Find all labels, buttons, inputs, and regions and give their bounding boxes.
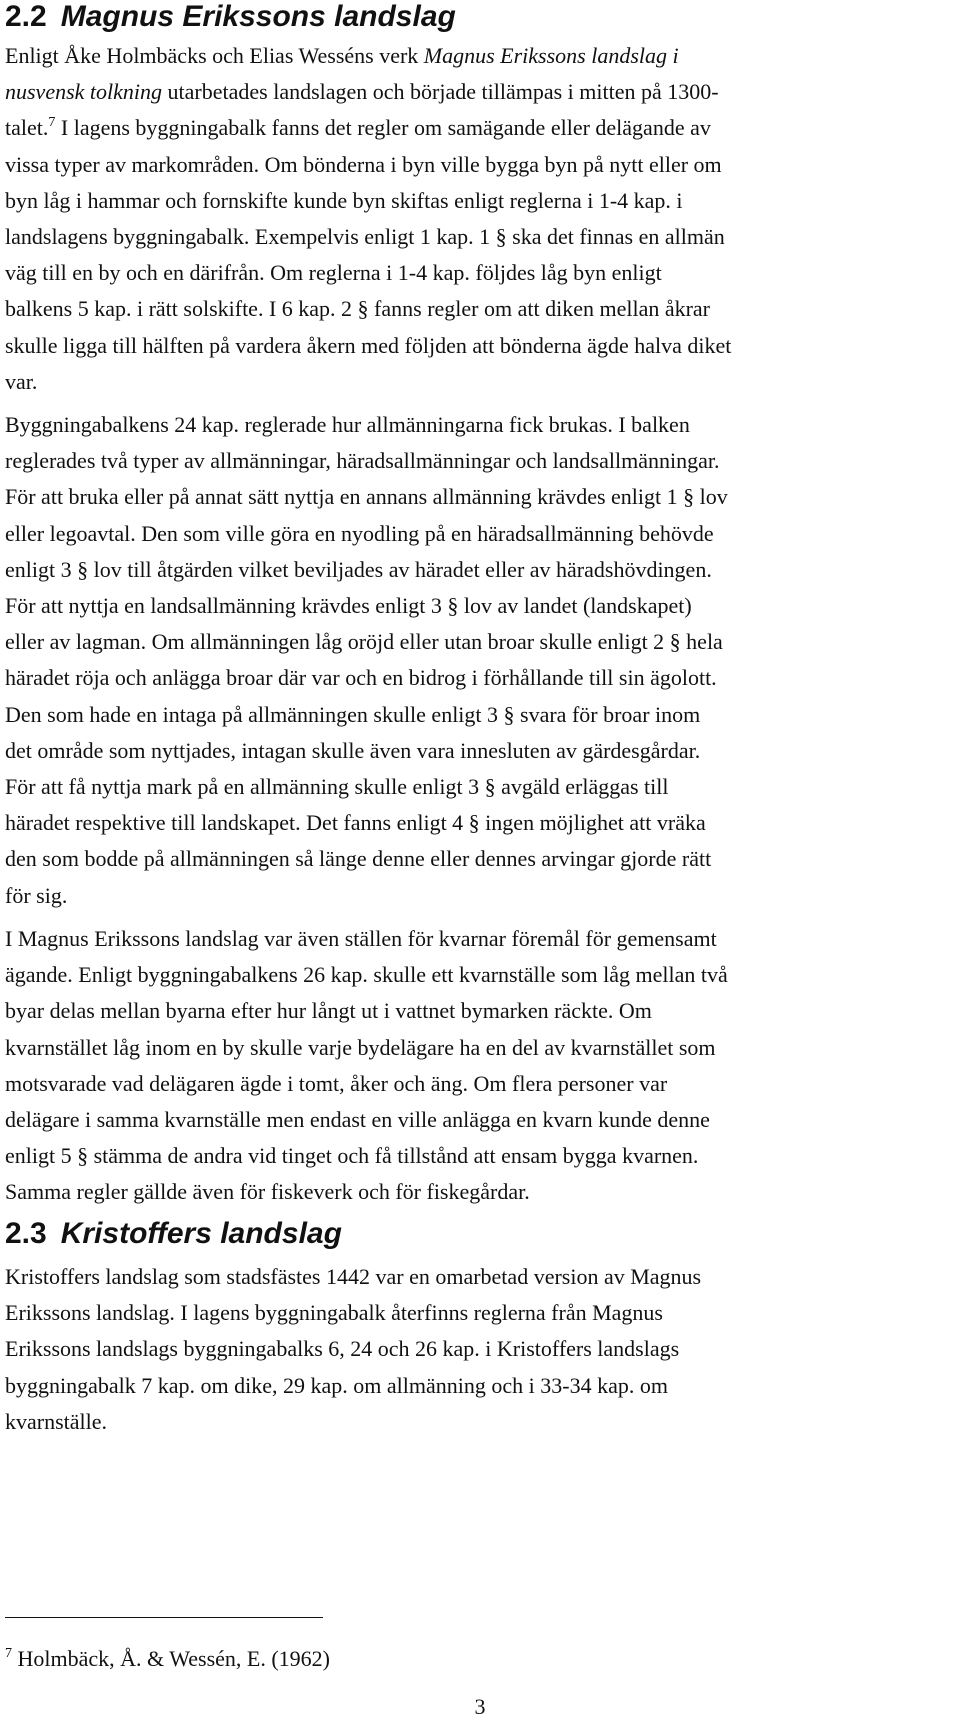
text-line xyxy=(5,74,955,110)
text-line: Den som hade en intaga på allmänningen skulle enligt 3 § svara för broar inom xyxy=(5,701,701,727)
text-line: balkens 5 kap. i rätt solskifte. I 6 kap. 2 § fanns regler om att diken mellan åkrar xyxy=(5,296,711,322)
text-line: eller av lagman. Om allmänningen låg oröjd eller utan broar skulle enligt 2 § hela xyxy=(5,629,723,655)
text-line xyxy=(5,110,955,146)
section-heading-2-2 xyxy=(5,0,456,34)
book-title-italic: nusvensk tolkning xyxy=(5,79,163,105)
section-title: Kristoffers landslag xyxy=(60,1217,342,1250)
text-run: I lagens byggningabalk fanns det regler om samägande eller delägande av xyxy=(55,115,711,141)
text-run: Enligt Åke Holmbäcks och Elias Wesséns verk xyxy=(5,43,424,68)
footnote-divider xyxy=(5,1617,323,1618)
paragraph-allmanningar xyxy=(5,407,955,914)
page-number: 3 xyxy=(474,1694,486,1719)
text-line: kvarnstället låg inom en by skulle varje bydelägare ha en del av kvarnstället som xyxy=(5,1034,716,1060)
text-line: motsvarade vad delägaren ägde i tomt, åker och äng. Om flera personer var xyxy=(5,1070,668,1096)
book-title-italic: Magnus Erikssons landslag i xyxy=(423,43,679,68)
footnote-text: Holmbäck, Å. & Wessén, E. (1962) xyxy=(12,1646,330,1671)
text-line: enligt 5 § stämma de andra vid tinget och få tillstånd att ensam bygga kvarnen. xyxy=(5,1143,699,1169)
text-line: häradet röja och anlägga broar där var och en bidrog i förhållande till sin ägolott. xyxy=(5,665,717,691)
text-line: byar delas mellan byarna efter hur långt ut i vattnet bymarken räckte. Om xyxy=(5,998,652,1024)
paragraph-kristoffers xyxy=(5,1259,955,1440)
text-line: Erikssons landslags byggningabalks 6, 24 och 26 kap. i Kristoffers landslags xyxy=(5,1336,680,1362)
text-line: För att nyttja en landsallmänning krävdes enligt 3 § lov av landet (landskapet) xyxy=(5,593,692,619)
text-line: För att få nyttja mark på en allmänning skulle enligt 3 § avgäld erläggas till xyxy=(5,774,669,800)
paragraph-kvarnar xyxy=(5,921,955,1211)
text-line: enligt 3 § lov till åtgärden vilket beviljades av häradet eller av häradshövdingen. xyxy=(5,556,712,582)
text-line: Samma regler gällde även för fiskeverk och för fiskegårdar. xyxy=(5,1179,530,1205)
section-number: 2.2 xyxy=(5,0,47,33)
text-line: I Magnus Erikssons landslag var även ställen för kvarnar föremål för gemensamt xyxy=(5,926,717,951)
text-line: för sig. xyxy=(5,882,68,908)
text-line: reglerades två typer av allmänningar, häradsallmänningar och landsallmänningar. xyxy=(5,448,720,474)
text-line: delägare i samma kvarnställe men endast en ville anlägga en kvarn kunde denne xyxy=(5,1107,710,1133)
text-line: kvarnställe. xyxy=(5,1408,108,1434)
text-line: häradet respektive till landskapet. Det fanns enligt 4 § ingen möjlighet att vräka xyxy=(5,810,706,836)
text-run: talet. xyxy=(5,115,49,141)
text-line: skulle ligga till hälften på vardera åkern med följden att bönderna ägde halva diket xyxy=(5,332,732,358)
text-line: Erikssons landslag. I lagens byggningabalk återfinns reglerna från Magnus xyxy=(5,1300,663,1326)
section-heading-2-3 xyxy=(5,1217,342,1251)
text-line: byggningabalk 7 kap. om dike, 29 kap. om allmänning och i 33-34 kap. om xyxy=(5,1372,668,1398)
text-line: Byggningabalkens 24 kap. reglerade hur allmänningarna fick brukas. I balken xyxy=(5,412,690,437)
section-title: Magnus Erikssons landslag xyxy=(60,0,456,33)
text-run: utarbetades landslagen och började tillämpas i mitten på 1300- xyxy=(162,79,719,105)
text-line: ägande. Enligt byggningabalkens 26 kap. skulle ett kvarnställe som låg mellan två xyxy=(5,962,728,988)
paragraph-intro xyxy=(5,38,955,400)
text-line: den som bodde på allmänningen så länge denne eller dennes arvingar gjorde rätt xyxy=(5,846,712,872)
text-line: det område som nyttjades, intagan skulle även vara innesluten av gärdesgårdar. xyxy=(5,737,701,763)
text-line: väg till en by och en därifrån. Om reglerna i 1-4 kap. följdes låg byn enligt xyxy=(5,260,662,286)
footnote xyxy=(5,1644,330,1674)
footnote-reference[interactable]: 7 xyxy=(48,115,56,131)
text-line: vissa typer av markområden. Om bönderna i byn ville bygga byn på nytt eller om xyxy=(5,151,722,177)
text-line: eller legoavtal. Den som ville göra en nyodling på en häradsallmänning behövde xyxy=(5,520,714,546)
text-line: För att bruka eller på annat sätt nyttja en annans allmänning krävdes enligt 1 § lov xyxy=(5,484,728,510)
text-line: landslagens byggningabalk. Exempelvis enligt 1 kap. 1 § ska det finnas en allmän xyxy=(5,224,725,250)
text-line: byn låg i hammar och fornskifte kunde byn skiftas enligt reglerna i 1-4 kap. i xyxy=(5,187,683,213)
text-line xyxy=(5,38,955,74)
section-number: 2.3 xyxy=(5,1217,47,1250)
text-line: Kristoffers landslag som stadsfästes 1442 var en omarbetad version av Magnus xyxy=(5,1264,702,1289)
footnote-marker: 7 xyxy=(5,1646,12,1661)
text-line: var. xyxy=(5,368,38,394)
